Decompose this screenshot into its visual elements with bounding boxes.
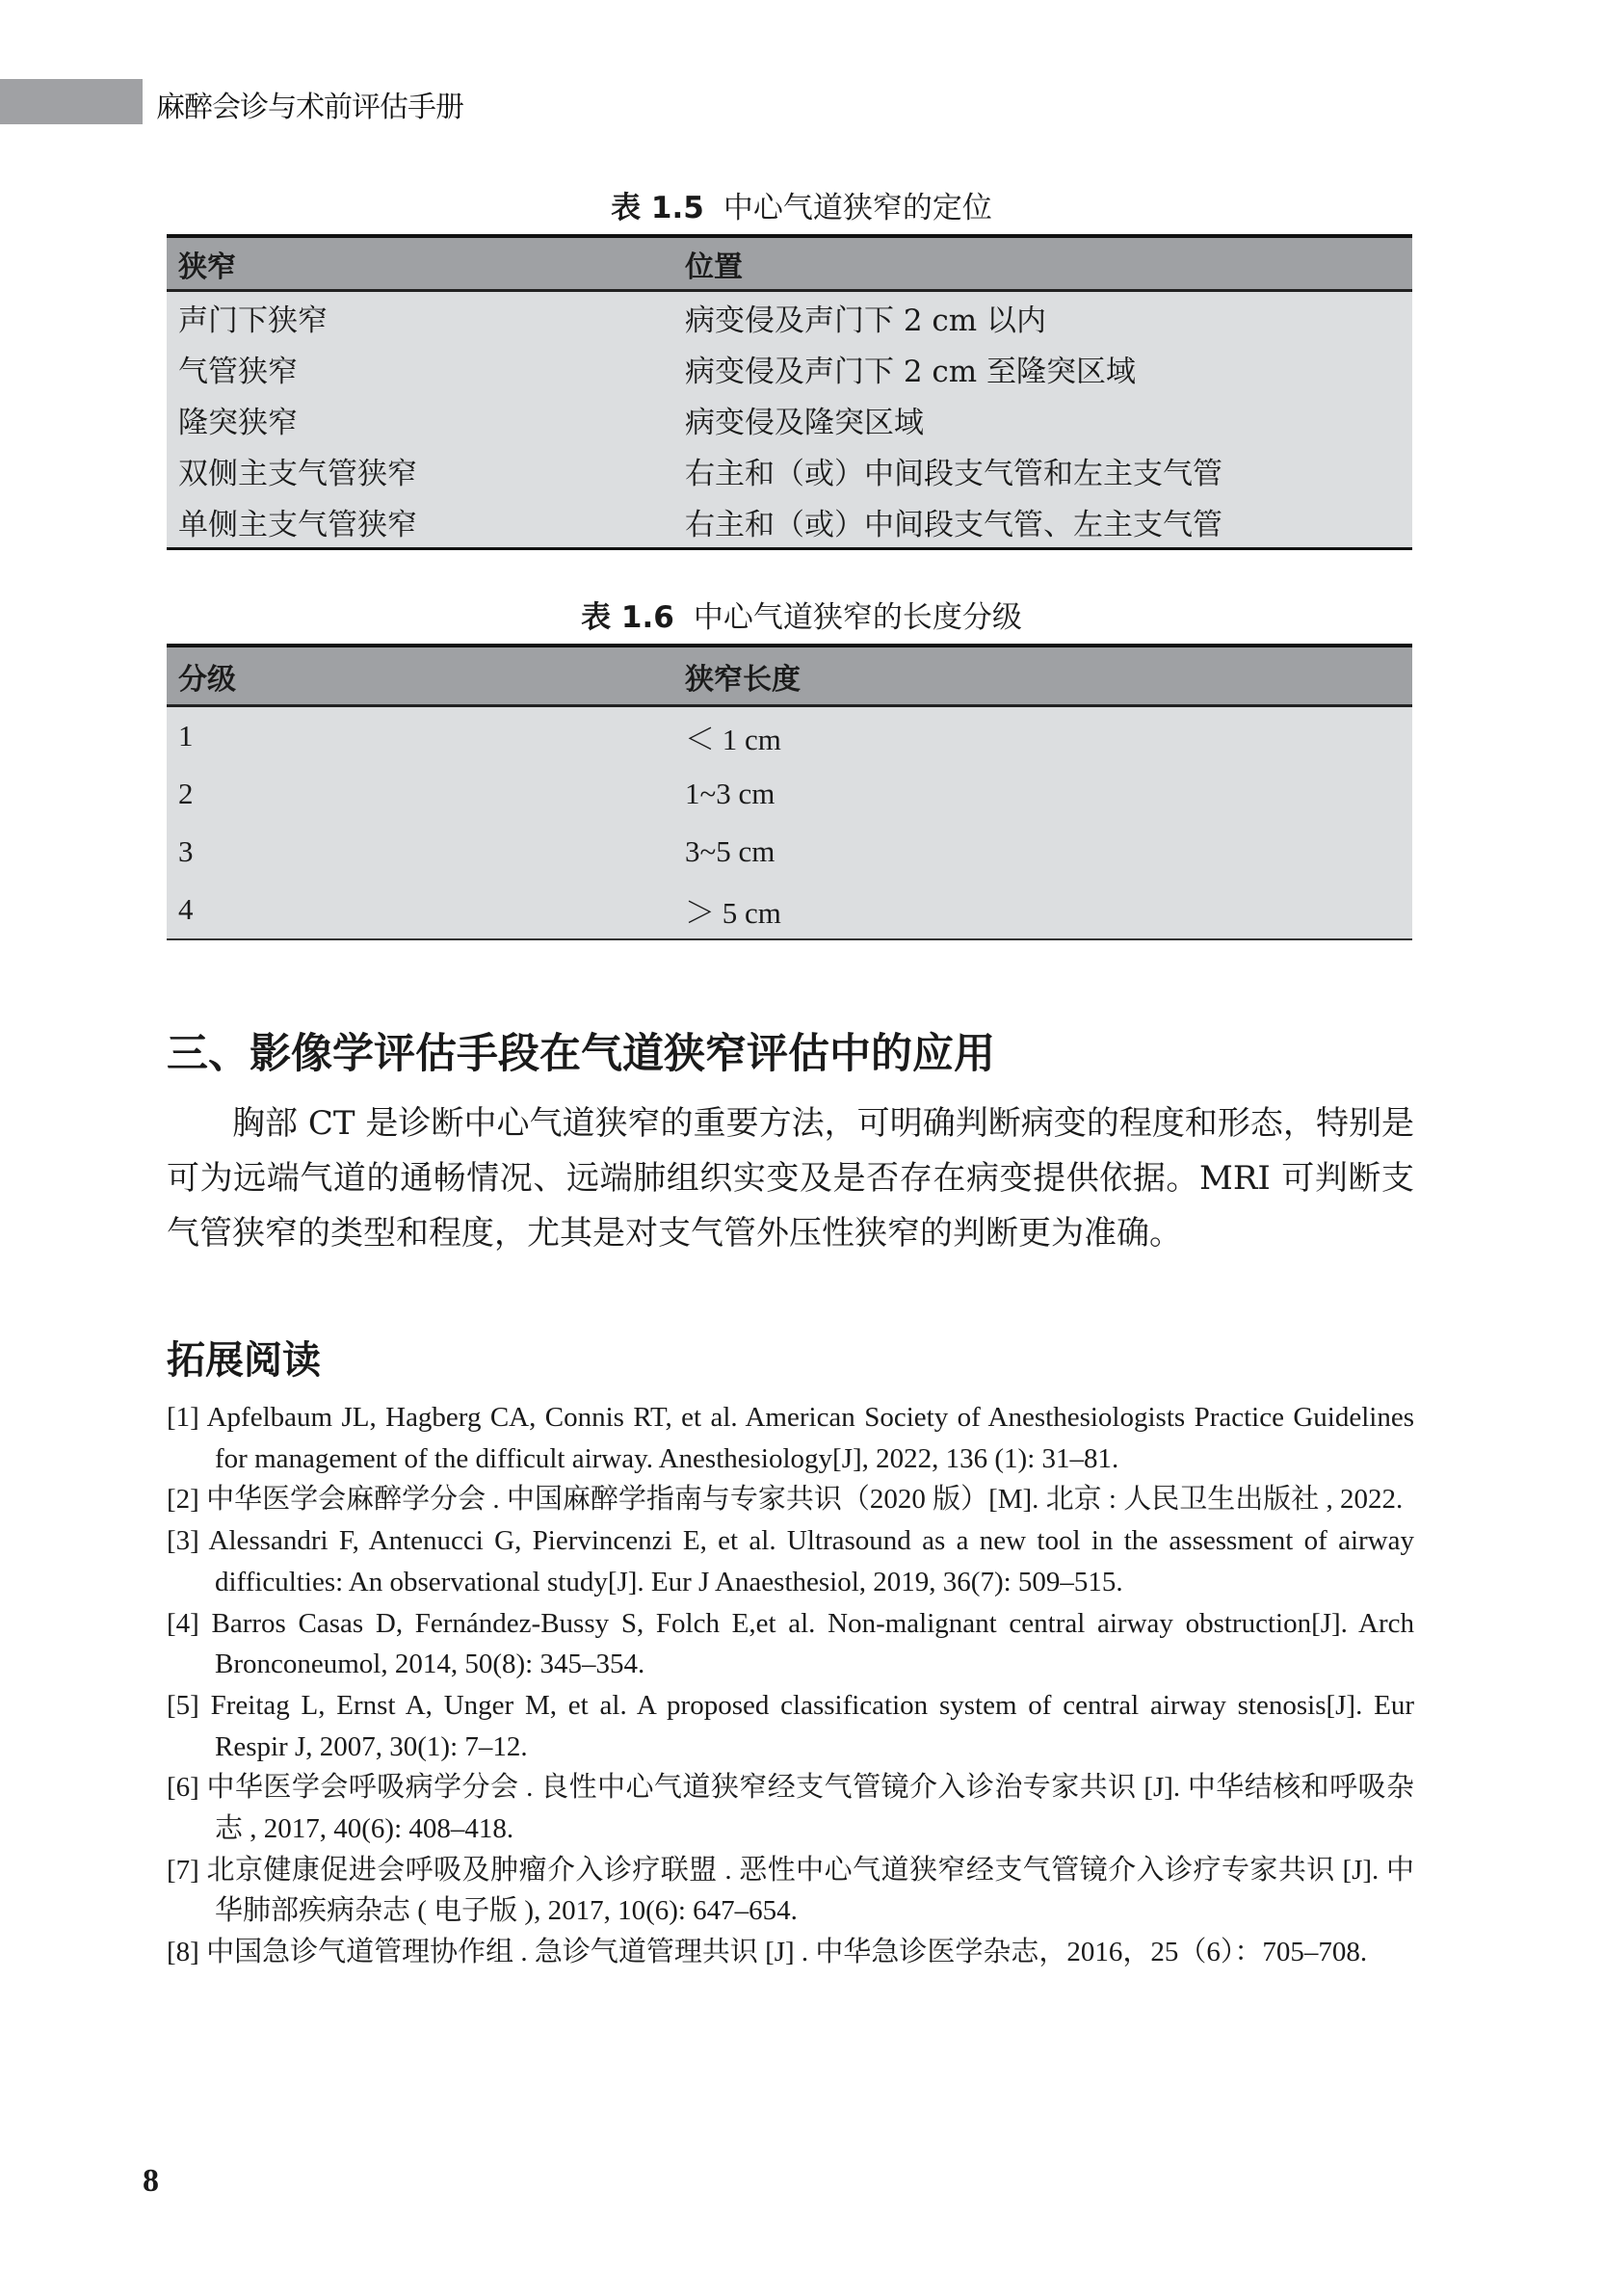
- table-row: [167, 445, 1412, 496]
- table-cell: 病变侵及声门下 2 cm 至隆突区域: [685, 355, 1137, 389]
- table-row: [167, 823, 1412, 881]
- table-title: 中心气道狭窄的定位: [723, 191, 992, 225]
- reference-item: [6] 中华医学会呼吸病学分会 . 良性中心气道狭窄经支气管镜介入诊治专家共识 [J]. 中华结核和呼吸杂志 , 2017, 40(6): 408–418.: [167, 1772, 1414, 1845]
- table-cell: 单侧主支气管狭窄: [178, 508, 417, 542]
- running-header-title: 麻醉会诊与术前评估手册: [156, 91, 463, 124]
- table-cell: 右主和（或）中间段支气管和左主支气管: [685, 457, 1222, 491]
- body-paragraph: [167, 1096, 1414, 1261]
- table-header-row: [167, 236, 1412, 291]
- table-cell: 声门下狭窄: [178, 303, 328, 338]
- table-row: [167, 881, 1412, 939]
- table-row: [167, 291, 1412, 344]
- table-header-row: [167, 646, 1412, 706]
- reference-item: [2] 中华医学会麻醉学分会 . 中国麻醉学指南与专家共识（2020 版）[M]. 北京 : 人民卫生出版社 , 2022.: [167, 1484, 1404, 1516]
- header-band: [0, 79, 143, 124]
- table-cell: 隆突狭窄: [178, 406, 298, 440]
- table-cell: 4: [178, 892, 194, 926]
- table-cell: 病变侵及隆突区域: [685, 406, 924, 440]
- table-cell: 右主和（或）中间段支气管、左主支气管: [685, 508, 1222, 542]
- table-number: 表 1.6: [581, 600, 674, 635]
- table-cell: ＜ 1 cm: [685, 722, 781, 756]
- table-cell: 1~3 cm: [685, 777, 775, 810]
- table-cell: 1: [178, 719, 194, 752]
- column-header: 狭窄长度: [673, 646, 1412, 706]
- table-row: [167, 343, 1412, 394]
- table-1-caption: [0, 183, 1603, 226]
- table-number: 表 1.5: [611, 191, 704, 225]
- table-2-caption: [0, 593, 1603, 636]
- reference-item: [3] Alessandri F, Antenucci G, Piervincenzi E, et al. Ultrasound as a new tool in the assessment of airway difficulties: An observational study[J]. Eur J Anaesthesiol, 2019, 36(7): 509–515.: [167, 1525, 1414, 1597]
- column-header: 分级: [167, 646, 673, 706]
- table-cell: 3: [178, 834, 194, 868]
- table-stenosis-length-grade: [167, 644, 1412, 940]
- reference-list: [167, 1397, 1414, 1973]
- table-stenosis-location: [167, 234, 1412, 550]
- column-header: 狭窄: [167, 236, 673, 291]
- table-cell: 2: [178, 777, 194, 810]
- paragraph-text: 胸部 CT 是诊断中心气道狭窄的重要方法，可明确判断病变的程度和形态，特别是可为远端气道的通畅情况、远端肺组织实变及是否存在病变提供依据。MRI 可判断支气管狭窄的类型和程度，尤其是对支气管外压性狭窄的判断更为准确。: [167, 1104, 1414, 1253]
- reference-item: [4] Barros Casas D, Fernández-Bussy S, Folch E,et al. Non-malignant central airway obstruction[J]. Arch Bronconeumol, 2014, 50(8): 345–354.: [167, 1607, 1414, 1680]
- table-row: [167, 765, 1412, 823]
- reference-item: [8] 中国急诊气道管理协作组 . 急诊气道管理共识 [J] . 中华急诊医学杂志，2016，25（6）：705–708.: [167, 1937, 1368, 1968]
- table-cell: 3~5 cm: [685, 834, 775, 868]
- column-header: 位置: [673, 236, 1412, 291]
- table-cell: ＞ 5 cm: [685, 895, 781, 930]
- reference-item: [1] Apfelbaum JL, Hagberg CA, Connis RT, et al. American Society of Anesthesiologists Practice Guidelines for management of the difficult airway. Anesthesiology[J], 2022, 136 (1): 31–81.: [167, 1402, 1414, 1474]
- table-row: [167, 394, 1412, 445]
- reference-item: [5] Freitag L, Ernst A, Unger M, et al. A proposed classification system of central airway stenosis[J]. Eur Respir J, 2007, 30(1): 7–12.: [167, 1689, 1414, 1762]
- table-cell: 气管狭窄: [178, 355, 298, 389]
- page-number: 8: [143, 2163, 159, 2199]
- table-cell: 病变侵及声门下 2 cm 以内: [685, 303, 1047, 338]
- table-row: [167, 496, 1412, 549]
- reference-item: [7] 北京健康促进会呼吸及肿瘤介入诊疗联盟 . 恶性中心气道狭窄经支气管镜介入诊疗专家共识 [J]. 中华肺部疾病杂志 ( 电子版 ), 2017, 10(6): 647–654.: [167, 1854, 1414, 1927]
- table-title: 中心气道狭窄的长度分级: [693, 600, 1022, 635]
- section-heading: 三、影像学评估手段在气道狭窄评估中的应用: [167, 1030, 995, 1078]
- table-cell: 双侧主支气管狭窄: [178, 457, 417, 491]
- further-reading-heading: 拓展阅读: [167, 1338, 321, 1383]
- table-row: [167, 706, 1412, 766]
